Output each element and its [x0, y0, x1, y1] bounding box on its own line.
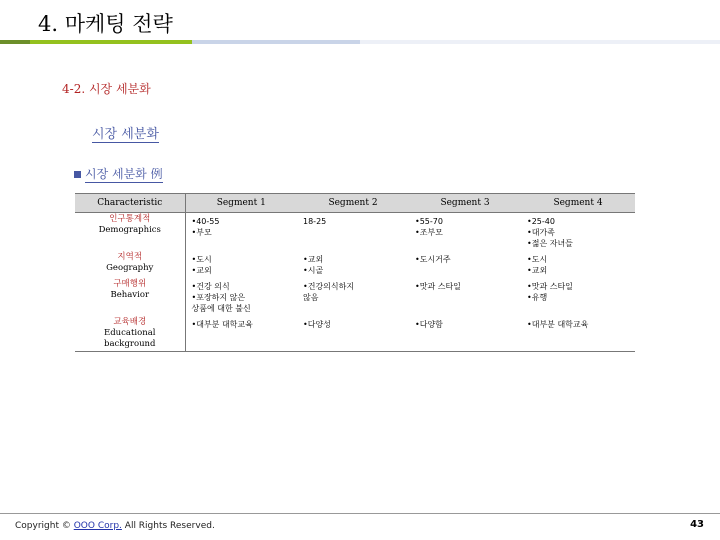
table-header-row	[75, 194, 635, 213]
segmentation-table	[75, 193, 635, 352]
cell-line: •조부모	[415, 228, 443, 237]
table-row	[75, 213, 635, 252]
table-cell	[409, 278, 521, 316]
page-number: 43	[690, 519, 704, 530]
row-header-korean: 인구통계적	[109, 214, 151, 224]
header-segment-1: Segment 1	[185, 194, 297, 213]
table-cell	[297, 251, 409, 278]
table-row	[75, 251, 635, 278]
cell-line: •대부분 대학교육	[191, 320, 253, 329]
cell-line: •다양함	[415, 320, 443, 329]
subtitle: 시장 세분화	[92, 127, 159, 142]
cell-line: 18-25	[303, 217, 327, 226]
cell-line: 상품에 대한 불신	[191, 304, 251, 313]
cell-line: •도시거주	[415, 255, 451, 264]
cell-line: •도시	[191, 255, 212, 264]
bullet-heading: 시장 세분화 例	[74, 165, 163, 183]
row-header-korean: 교육배경	[113, 317, 147, 327]
table-row	[75, 316, 635, 352]
cell-line: •시골	[303, 266, 324, 275]
cell-line: •부모	[191, 228, 212, 237]
cell-line: •대가족	[527, 228, 555, 237]
row-header-english: Geography	[106, 263, 154, 273]
copyright-footer: Copyright © OOO Corp. All Rights Reserved.	[15, 521, 215, 531]
table-cell	[409, 213, 521, 252]
section-heading: 4-2. 시장 세분화	[62, 82, 151, 96]
cell-line: •교외	[191, 266, 212, 275]
cell-line: 않음	[303, 293, 319, 302]
cell-line: •대부분 대학교육	[527, 320, 589, 329]
cell-line: •건강 의식	[191, 282, 230, 291]
row-header-korean: 구매행위	[113, 279, 147, 289]
table-cell	[409, 316, 521, 352]
cell-line: •맛과 스타일	[527, 282, 573, 291]
cell-line: •도시	[527, 255, 548, 264]
cell-line: •55-70	[415, 217, 443, 226]
title-divider-stripe	[0, 40, 720, 44]
page-title: 4. 마케팅 전략	[38, 12, 173, 36]
company-link[interactable]: OOO Corp.	[73, 521, 122, 531]
table-cell	[521, 278, 635, 316]
table-cell	[185, 316, 297, 352]
header-segment-2: Segment 2	[297, 194, 409, 213]
table-cell	[297, 278, 409, 316]
table-cell	[409, 251, 521, 278]
row-header	[75, 251, 185, 278]
cell-line: •40-55	[191, 217, 220, 226]
row-header	[75, 316, 185, 352]
cell-line: •다양성	[303, 320, 331, 329]
cell-line: •건강의식하지	[303, 282, 355, 291]
header-characteristic: Characteristic	[75, 194, 185, 213]
row-header-english: Behavior	[110, 290, 150, 300]
table-cell	[521, 316, 635, 352]
row-header-korean: 지역적	[117, 252, 143, 262]
square-bullet-icon	[74, 171, 81, 178]
table-row	[75, 278, 635, 316]
footer-divider	[0, 513, 720, 514]
row-header-english: Demographics	[98, 225, 161, 235]
row-header-english: Educational background	[104, 328, 156, 349]
cell-line: •젊은 자녀들	[527, 239, 573, 248]
row-header	[75, 213, 185, 252]
table-cell	[185, 251, 297, 278]
cell-line: •유행	[527, 293, 548, 302]
cell-line: •25-40	[527, 217, 555, 226]
cell-line: •교외	[527, 266, 548, 275]
table-cell	[185, 278, 297, 316]
header-segment-4: Segment 4	[521, 194, 635, 213]
table-cell	[297, 213, 409, 252]
header-segment-3: Segment 3	[409, 194, 521, 213]
table-cell	[185, 213, 297, 252]
table-cell	[297, 316, 409, 352]
cell-line: •교외	[303, 255, 324, 264]
cell-line: •맛과 스타일	[415, 282, 461, 291]
table-cell	[521, 213, 635, 252]
table-cell	[521, 251, 635, 278]
row-header	[75, 278, 185, 316]
cell-line: •포장하지 않은	[191, 293, 246, 302]
